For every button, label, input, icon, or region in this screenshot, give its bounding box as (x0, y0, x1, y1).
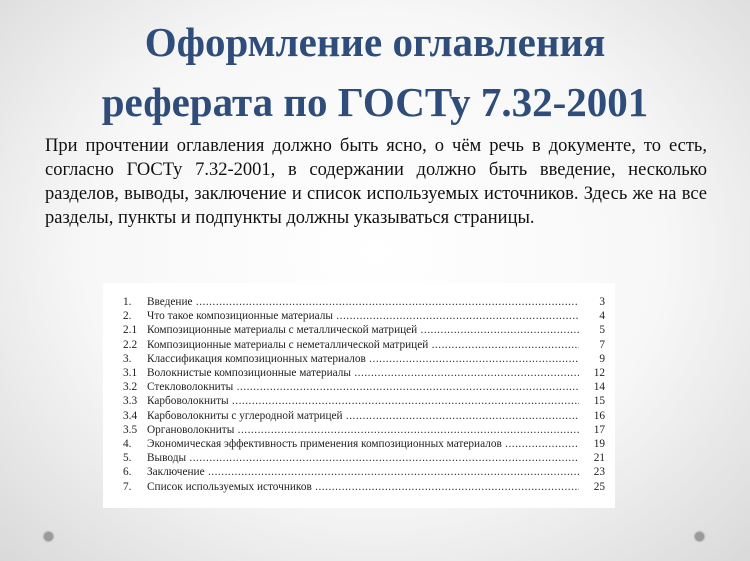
toc-label: Что такое композиционные материалы ..... (147, 309, 579, 323)
toc-row (123, 465, 605, 479)
toc-number: 5. (123, 452, 132, 465)
toc-row (123, 366, 605, 380)
toc-page: 25 (593, 480, 605, 493)
previous-slide-button[interactable] (44, 532, 53, 541)
toc-row (123, 295, 605, 309)
toc-label: Композиционные материалы с неметаллической матрицей ..... (147, 338, 579, 352)
toc-label: Заключение ..... (147, 465, 579, 479)
toc-page: 4 (599, 310, 605, 323)
title-line-2: реферата по ГОСТу 7.32-2001 (101, 79, 649, 125)
toc-number: 3.5 (123, 423, 138, 436)
toc-page: 7 (599, 338, 605, 351)
toc-row (123, 437, 605, 451)
table-of-contents-image (103, 283, 615, 508)
toc-label: Экономическая эффективность применения композиционных материалов ..... (147, 437, 579, 451)
toc-page: 3 (599, 296, 605, 308)
toc-page: 16 (593, 409, 605, 422)
toc-page: 19 (593, 438, 605, 451)
toc-number: 2.2 (123, 338, 138, 351)
toc-label: Введение ..... (147, 295, 579, 309)
toc-label: Классификация композиционных материалов ..... (147, 352, 579, 366)
body-text: При прочтении оглавления должно быть ясно, о чём речь в документе, то есть, согласно ГОСТу 7.32-2001, в содержании должно быть введение, несколько разделов, выводы, заключение и список используемых источников. Здесь же на все разделы, пункты и подпункты должны указываться страницы. (45, 136, 707, 228)
toc-row (123, 394, 605, 408)
toc-number: 4. (123, 438, 132, 451)
next-slide-button[interactable] (695, 532, 704, 541)
toc-row (123, 423, 605, 437)
toc-row (123, 480, 605, 494)
toc-page: 15 (593, 395, 605, 408)
toc-row (123, 338, 605, 352)
toc-number: 3.1 (123, 367, 138, 380)
toc-page: 23 (593, 466, 605, 479)
toc-number: 7. (123, 480, 132, 493)
toc-row (123, 352, 605, 366)
toc-label: Выводы ..... (147, 451, 579, 465)
toc-label: Карбоволокниты с углеродной матрицей ..... (147, 409, 579, 423)
toc-page: 21 (593, 452, 605, 465)
toc-row (123, 380, 605, 394)
toc-page: 17 (593, 423, 605, 436)
toc-label: Карбоволокниты ..... (147, 394, 579, 408)
toc-number: 6. (123, 466, 132, 479)
title-line-1: Оформление оглавления (144, 19, 606, 65)
toc-row (123, 451, 605, 465)
toc-number: 3. (123, 352, 132, 365)
toc-number: 3.3 (123, 395, 138, 408)
toc-number: 2. (123, 310, 132, 323)
toc-page: 12 (593, 367, 605, 380)
slide-title (0, 12, 750, 132)
toc-row (123, 309, 605, 323)
toc-label: Стекловолокниты ..... (147, 380, 579, 394)
toc-label: Органоволокниты ..... (147, 423, 579, 437)
toc-page: 5 (599, 324, 605, 337)
toc-label: Композиционные материалы с металлической матрицей ..... (147, 323, 579, 337)
toc-row (123, 323, 605, 337)
toc-number: 3.2 (123, 381, 138, 394)
toc-row (123, 409, 605, 423)
toc-page: 9 (599, 352, 605, 365)
toc-number: 3.4 (123, 409, 138, 422)
toc-number: 1. (123, 296, 132, 308)
toc-label: Список используемых источников ..... (147, 480, 579, 494)
toc-number: 2.1 (123, 324, 138, 337)
toc-page: 14 (593, 381, 605, 394)
toc-label: Волокнистые композиционные материалы ..... (147, 366, 579, 380)
